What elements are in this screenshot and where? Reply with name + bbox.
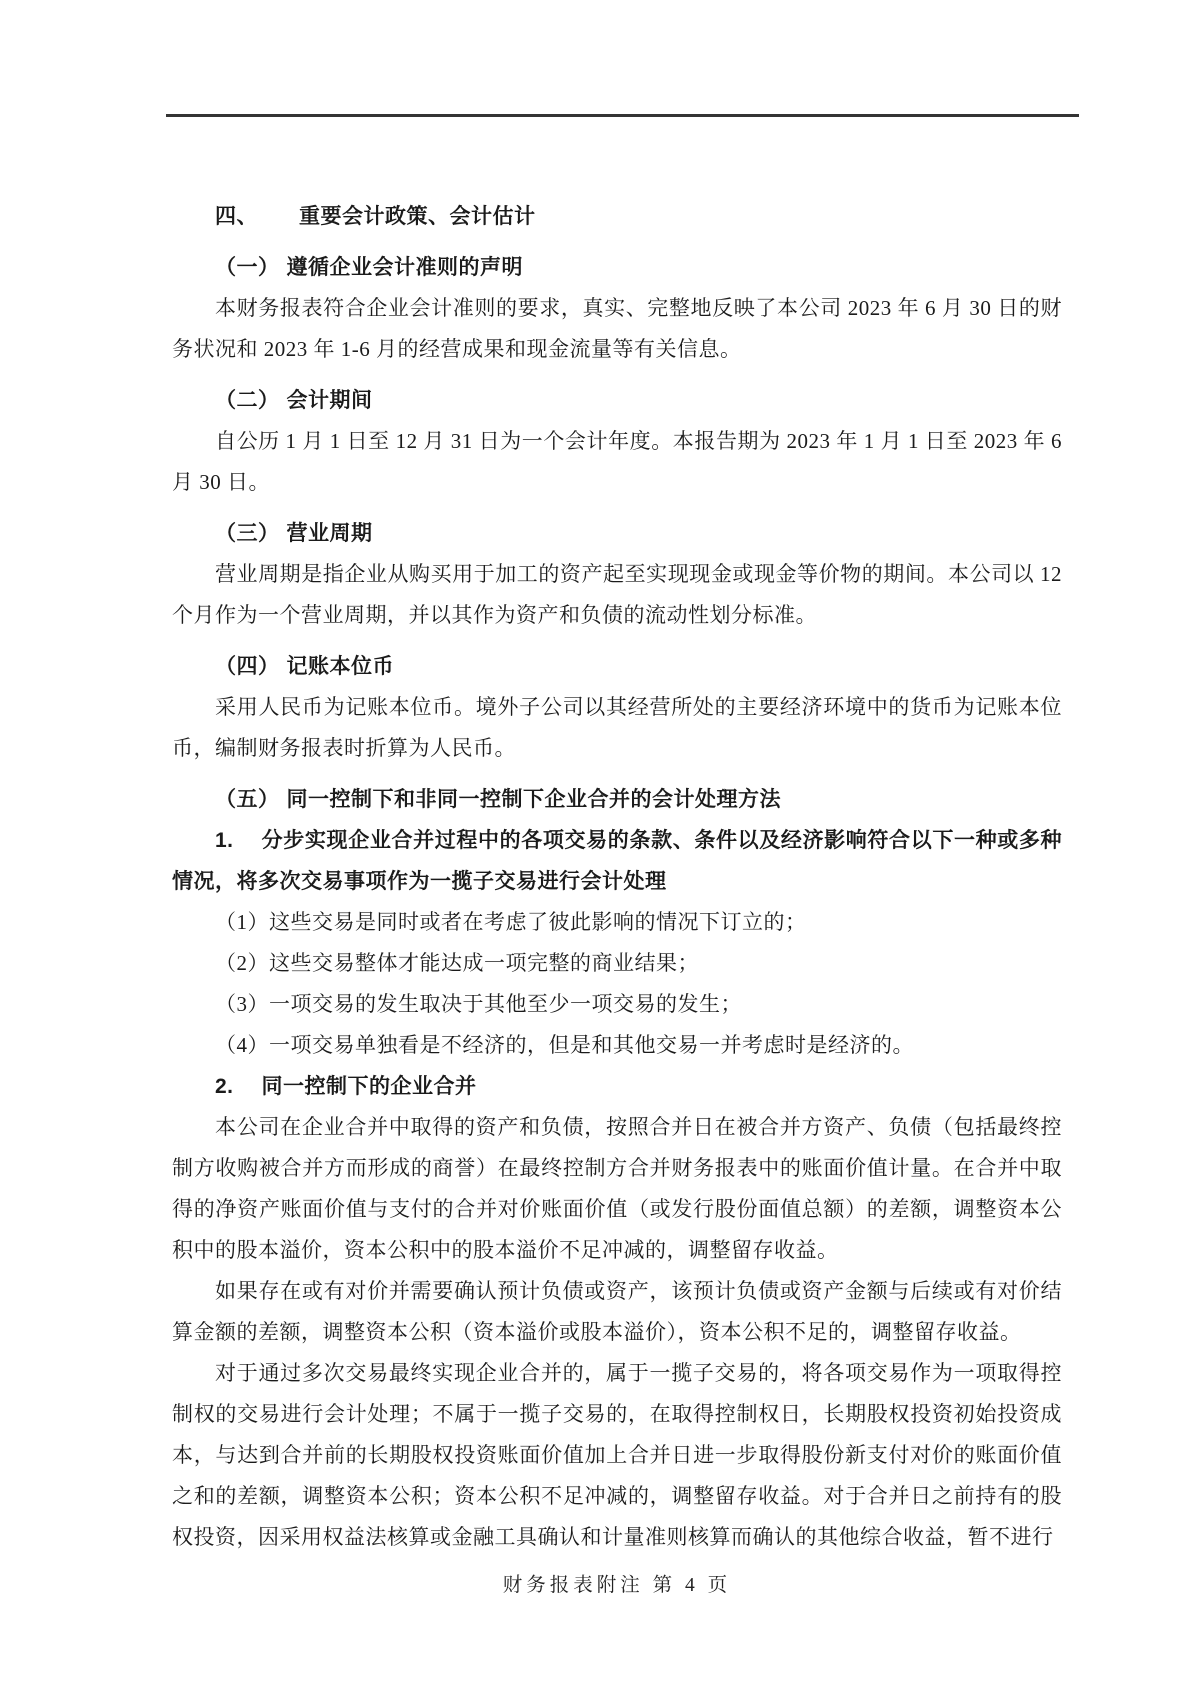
paragraph-compliance-statement: 本财务报表符合企业会计准则的要求，真实、完整地反映了本公司 2023 年 6 月 30 日的财务状况和 2023 年 1-6 月的经营成果和现金流量等有关信息。 xyxy=(172,296,1062,361)
numbered-heading-1-text: 分步实现企业合并过程中的各项交易的条款、条件以及经济影响符合以下一种或多种情况，将多次交易事项作为一揽子交易进行会计处理 xyxy=(172,829,1062,893)
heading-major xyxy=(172,196,1062,237)
heading-sub-4-number: （四） xyxy=(215,655,280,678)
heading-major-title: 重要会计政策、会计估计 xyxy=(299,205,536,228)
heading-sub-3-title: 营业周期 xyxy=(286,522,373,545)
numbered-heading-2-text: 同一控制下的企业合并 xyxy=(261,1075,477,1098)
numbered-heading-2 xyxy=(172,1066,1062,1107)
heading-sub-5 xyxy=(172,779,1062,820)
header-rule xyxy=(166,114,1079,117)
list-item-2: （2）这些交易整体才能达成一项完整的商业结果； xyxy=(215,951,699,975)
paragraph-common-control-merger: 本公司在企业合并中取得的资产和负债，按照合并日在被合并方资产、负债（包括最终控制方收购被合并方而形成的商誉）在最终控制方合并财务报表中的账面价值计量。在合并中取得的净资产账面价值与支付的合并对价账面价值（或发行股份面值总额）的差额，调整资本公积中的股本溢价，资本公积中的股本溢价不足冲减的，调整留存收益。 xyxy=(172,1115,1062,1262)
heading-sub-5-title: 同一控制下和非同一控制下企业合并的会计处理方法 xyxy=(286,788,781,811)
numbered-heading-2-number: 2. xyxy=(215,1075,234,1098)
heading-sub-3-number: （三） xyxy=(215,522,280,545)
list-item-1: （1）这些交易是同时或者在考虑了彼此影响的情况下订立的； xyxy=(215,910,807,934)
heading-sub-4-title: 记账本位币 xyxy=(286,655,394,678)
paragraph-functional-currency: 采用人民币为记账本位币。境外子公司以其经营所处的主要经济环境中的货币为记账本位币，编制财务报表时折算为人民币。 xyxy=(172,695,1062,760)
heading-sub-2-title: 会计期间 xyxy=(286,389,373,412)
heading-sub-1-title: 遵循企业会计准则的声明 xyxy=(286,256,523,279)
paragraph-operating-cycle: 营业周期是指企业从购买用于加工的资产起至实现现金或现金等价物的期间。本公司以 12 个月作为一个营业周期，并以其作为资产和负债的流动性划分标准。 xyxy=(172,562,1062,627)
paragraph-step-acquisition: 对于通过多次交易最终实现企业合并的，属于一揽子交易的，将各项交易作为一项取得控制权的交易进行会计处理；不属于一揽子交易的，在取得控制权日，长期股权投资初始投资成本，与达到合并前的长期股权投资账面价值加上合并日进一步取得股份新支付对价的账面价值之和的差额，调整资本公积；资本公积不足冲减的，调整留存收益。对于合并日之前持有的股权投资，因采用权益法核算或金融工具确认和计量准则核算而确认的其他综合收益，暂不进行 xyxy=(172,1361,1062,1549)
heading-sub-2 xyxy=(172,380,1062,421)
heading-sub-2-number: （二） xyxy=(215,389,280,412)
document-body xyxy=(172,196,1062,1558)
heading-major-number: 四、 xyxy=(215,205,258,228)
heading-sub-1-number: （一） xyxy=(215,256,280,279)
heading-sub-1 xyxy=(172,247,1062,288)
paragraph-contingent-consideration: 如果存在或有对价并需要确认预计负债或资产，该预计负债或资产金额与后续或有对价结算金额的差额，调整资本公积（资本溢价或股本溢价），资本公积不足的，调整留存收益。 xyxy=(172,1279,1062,1344)
numbered-heading-1-number: 1. xyxy=(215,829,234,852)
heading-sub-4 xyxy=(172,646,1062,687)
page-footer: 财务报表附注 第 4 页 xyxy=(502,1575,732,1596)
heading-sub-5-number: （五） xyxy=(215,788,280,811)
list-item-3: （3）一项交易的发生取决于其他至少一项交易的发生； xyxy=(215,992,742,1016)
paragraph-accounting-period: 自公历 1 月 1 日至 12 月 31 日为一个会计年度。本报告期为 2023 年 1 月 1 日至 2023 年 6 月 30 日。 xyxy=(172,429,1062,494)
list-item-4: （4）一项交易单独看是不经济的，但是和其他交易一并考虑时是经济的。 xyxy=(215,1033,914,1057)
numbered-heading-1 xyxy=(172,820,1062,902)
heading-sub-3 xyxy=(172,513,1062,554)
